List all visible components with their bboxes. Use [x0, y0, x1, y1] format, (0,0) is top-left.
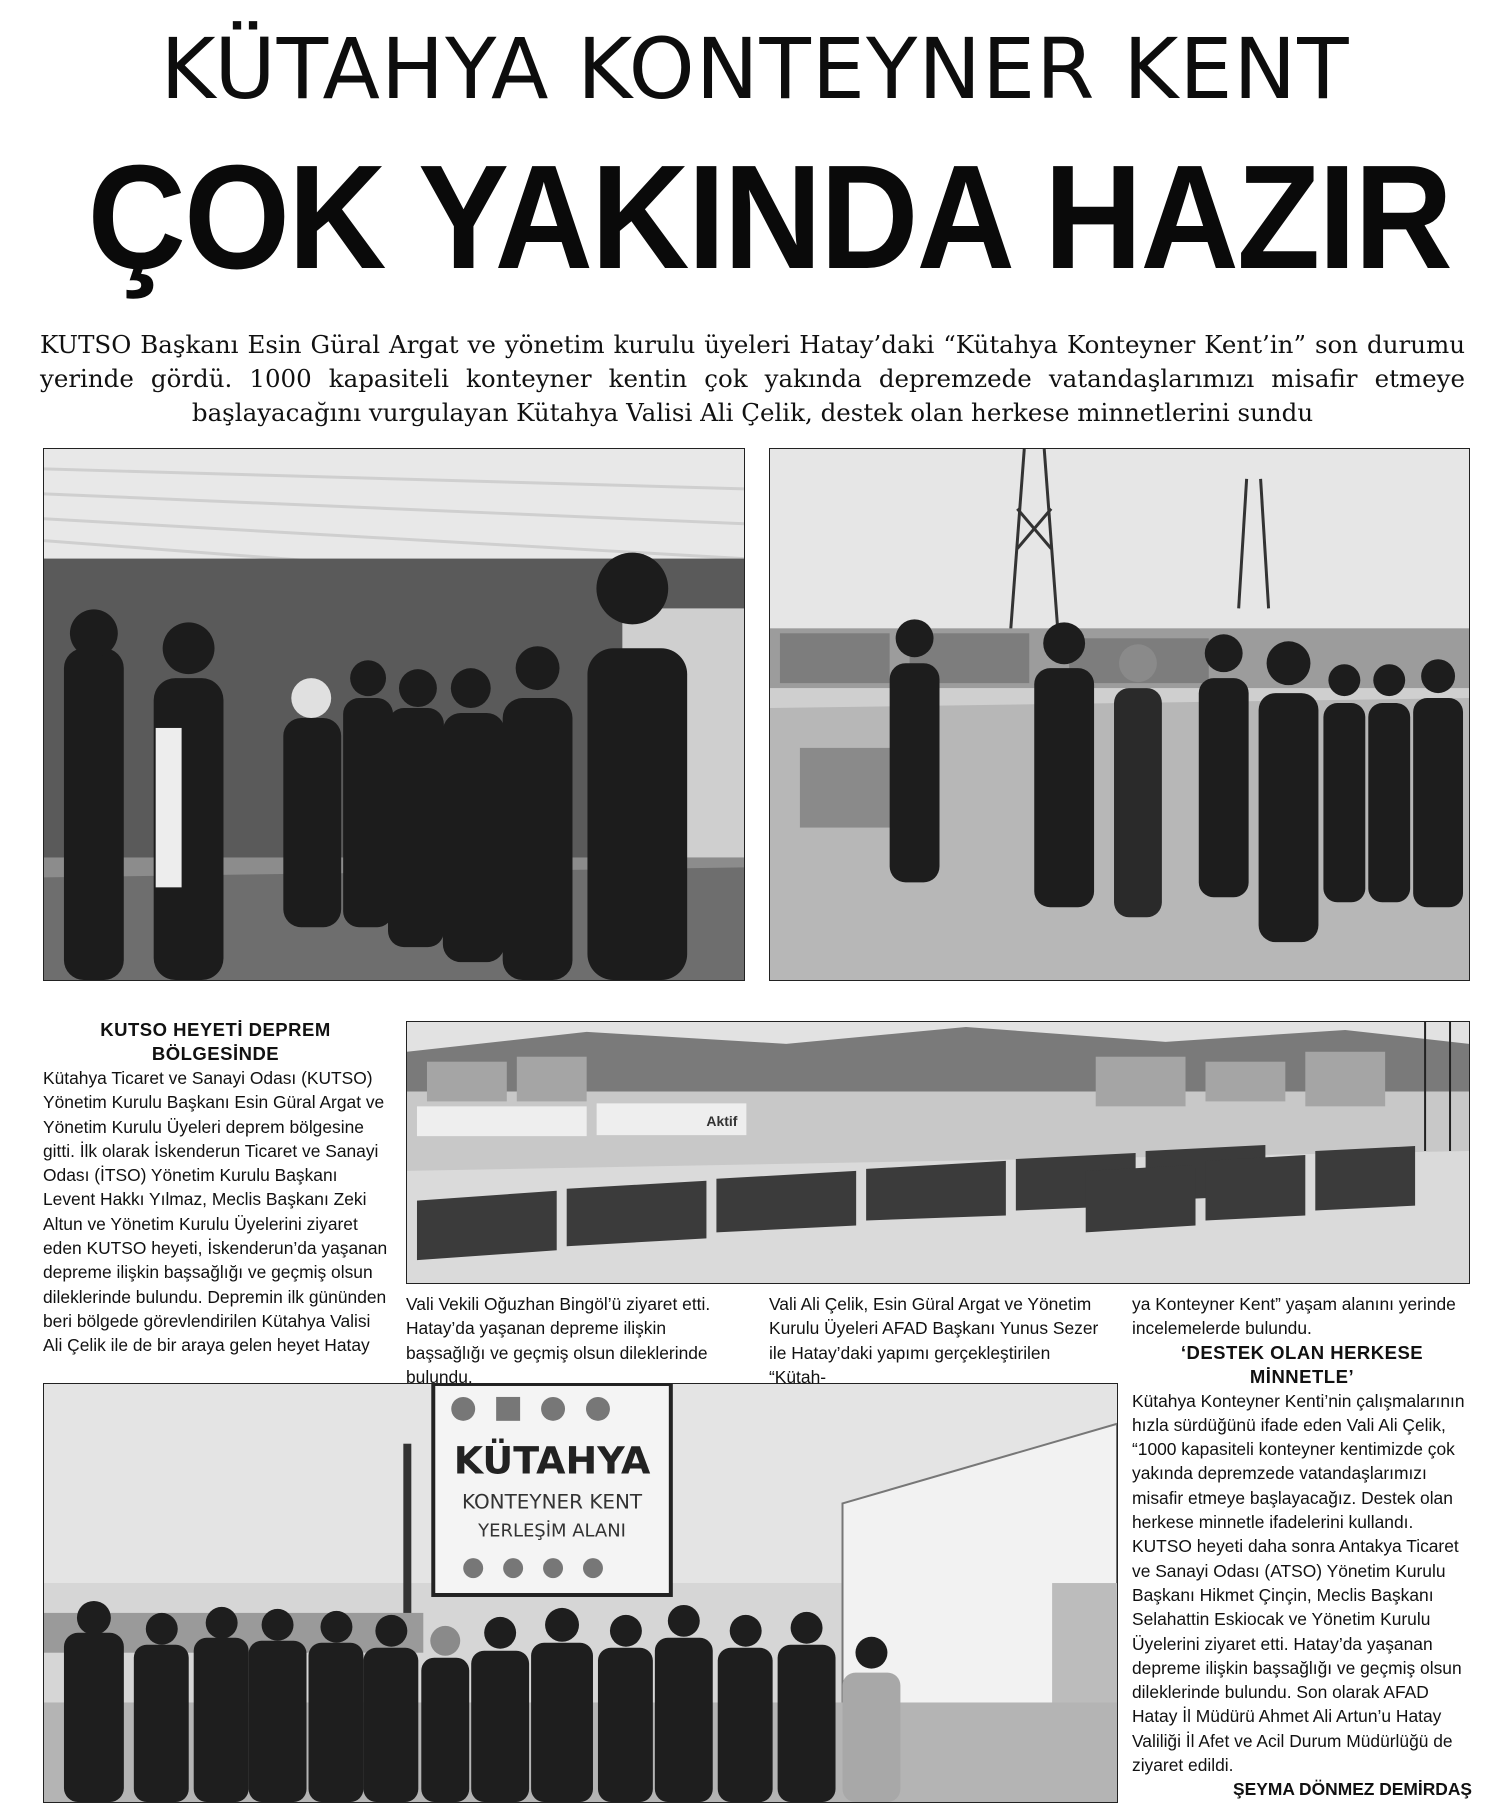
photo-container-rows: [406, 1021, 1470, 1284]
truck-label: Aktif: [706, 1113, 738, 1130]
column-2-text: Vali Vekili Oğuzhan Bingöl’ü ziyaret etti. Hatay’da yaşanan depreme ilişkin başsağlığı ve geçmiş olsun dileklerinde bulundu.: [406, 1294, 711, 1387]
column-1-text: Kütahya Ticaret ve Sanayi Odası (KUTSO) Yönetim Kurulu Başkanı Esin Güral Argat ve Yönetim Kurulu Üyeleri deprem bölgesine gitti. İlk olarak İskenderun Ticaret ve Sanayi Odası (İTSO) Yönetim Kurulu Başkanı Levent Hakkı Yılmaz, Meclis Başkanı Zeki Altun ve Yönetim Kurulu Üyelerini ziyaret eden KUTSO heyeti, İskenderun’da yaşanan depreme ilişkin başsağlığı ve geçmiş olsun dileklerinde bulundu. Depremin ilk gününden beri bölgede görevlendirilen Kütahya Valisi Ali Çelik ile de bir araya gelen heyet Hatay: [43, 1068, 388, 1356]
article-deck: KUTSO Başkanı Esin Güral Argat ve yönetim kurulu üyeleri Hatay’daki “Kütahya Konteyner Kent’in” son durumu yerinde gördü. 1000 kapasiteli konteyner kentin çok yakında depremzede vatandaşlarımızı misafir etmeye başlayacağını vurgulayan Kütahya Valisi Ali Çelik, destek olan herkese minnetlerini sundu: [40, 330, 1465, 427]
sign-title: KÜTAHYA: [453, 1438, 651, 1483]
byline: ŞEYMA DÖNMEZ DEMİRDAŞ: [1233, 1779, 1472, 1800]
subhead-destek-olan: ‘DESTEK OLAN HERKESE MİNNETLE’: [1180, 1341, 1424, 1387]
subhead-deprem-bolgesinde: KUTSO HEYETİ DEPREM BÖLGESİNDE: [100, 1019, 331, 1064]
photo-site-walk: [769, 448, 1470, 981]
headline-line-2: ÇOK YAKINDA HAZIR: [87, 135, 1451, 300]
article-column-4: [1132, 1292, 1472, 1802]
sign-line-3: YERLEŞİM ALANI: [478, 1520, 626, 1542]
column-3-text: Vali Ali Çelik, Esin Güral Argat ve Yönetim Kurulu Üyeleri AFAD Başkanı Yunus Sezer ile Hatay’daki yapımı gerçekleştirilen “Kütah-: [769, 1294, 1099, 1387]
photo-group-sign: [43, 1383, 1118, 1803]
article-column-1: [43, 1018, 388, 1358]
column-4-text: ya Konteyner Kent” yaşam alanını yerinde incelemelerde bulundu.: [1132, 1294, 1456, 1339]
photo-container-interior: [43, 448, 745, 981]
article-column-2: [406, 1292, 748, 1389]
headline-line-1: KÜTAHYA KONTEYNER KENT: [160, 20, 1350, 118]
article-column-3: [769, 1292, 1111, 1389]
column-4-text-2: Kütahya Konteyner Kenti’nin çalışmalarının hızla sürdüğünü ifade eden Vali Ali Çelik, “1000 kapasiteli konteyner kentimizde çok yakında depremzede vatandaşlarımızı misafir etmeye başlayacağız. Destek olan herkese minnetle ifadelerini kullandı. KUTSO heyeti daha sonra Antakya Ticaret ve Sanayi Odası (ATSO) Yönetim Kurulu Başkanı Hikmet Çinçin, Meclis Başkanı Selahattin Eskiocak ve Yönetim Kurulu Üyelerini ziyaret etti. Hatay’da yaşanan depreme ilişkin başsağlığı ve geçmiş olsun dileklerinde bulundu. Son olarak AFAD Hatay İl Müdürü Ahmet Ali Artun’u Hatay Valiliği İl Afet ve Acil Durum Müdürlüğü de ziyaret edildi.: [1132, 1390, 1465, 1776]
sign-line-2: KONTEYNER KENT: [461, 1490, 643, 1514]
